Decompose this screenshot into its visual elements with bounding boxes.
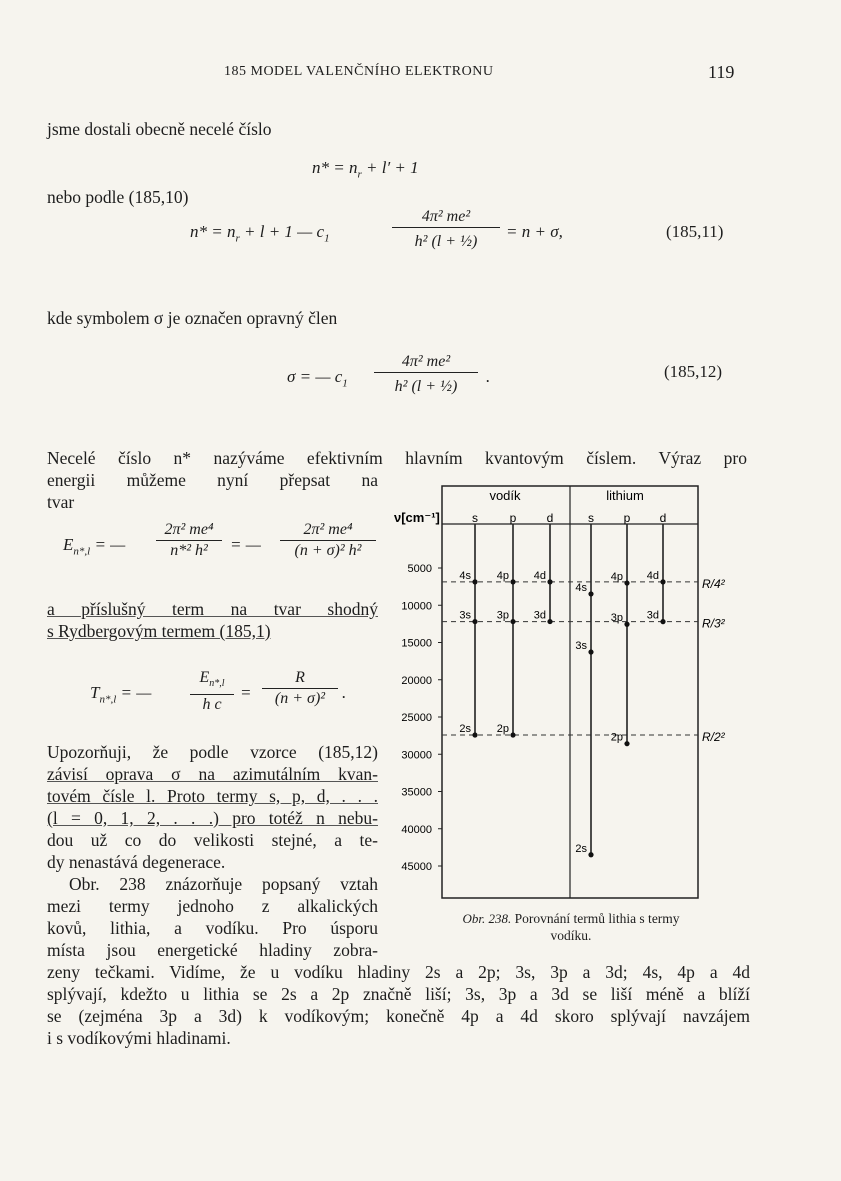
equation-energy-fraction-1: 2π² me⁴ n*² h²: [156, 520, 222, 561]
level-dot: [547, 579, 552, 584]
level-dot: [588, 852, 593, 857]
level-label: 4d: [533, 569, 546, 582]
level-label: 3s: [459, 609, 471, 622]
level-dot: [510, 619, 515, 624]
level-dot: [472, 579, 477, 584]
level-dot: [472, 732, 477, 737]
level-label: 4s: [575, 581, 587, 594]
y-tick-label: 35000: [401, 786, 432, 799]
equation-185-11-lhs: $n* = n_r + l + 1$ — $c_1$: [190, 222, 330, 245]
y-tick-label: 25000: [401, 712, 432, 724]
equation-energy-fraction-2: 2π² me⁴ (n + σ)² h²: [280, 520, 376, 561]
obr-paragraph: Obr. 238 znázorňuje popsaný vztah mezi termy jednoho z alkalických kovů, lithia, a vodíku. Pro úsporu místa jsou energetické hladiny zobra-: [47, 874, 378, 960]
level-label: 2p: [496, 723, 509, 736]
level-label: 3d: [646, 609, 659, 622]
level-label: 3d: [533, 609, 546, 622]
level-dot: [472, 619, 477, 624]
header-lithium: lithium: [606, 488, 644, 503]
reference-line-label: R/2²: [702, 730, 725, 745]
y-tick-label: 45000: [401, 861, 432, 873]
column-header-p-lithium: p: [623, 511, 631, 525]
column-header-p-hydrogen: p: [509, 511, 517, 525]
equation-term-fraction-2: R (n + σ)²: [262, 668, 338, 709]
level-label: 4d: [646, 569, 659, 582]
level-dot: [624, 622, 629, 627]
level-label: 4s: [459, 569, 471, 582]
level-label: 2p: [610, 731, 623, 744]
y-tick-label: 10000: [401, 600, 432, 613]
level-dot: [588, 649, 593, 654]
energy-level-figure: [382, 480, 752, 905]
equation-185-12-fraction: 4π² me² h² (l + ½): [374, 352, 478, 397]
level-dot: [624, 741, 629, 746]
equation-185-11-fraction: 4π² me² h² (l + ½): [392, 207, 500, 252]
y-tick-label: 30000: [401, 749, 432, 762]
equation-185-11-rhs: = n + σ,: [506, 222, 563, 241]
equation-term-lhs: $T_{n*,l}$ = —: [90, 683, 152, 706]
energy-paragraph: energii můžeme nyní přepsat na tvar: [47, 470, 378, 512]
level-label: 2s: [575, 842, 587, 855]
header-hydrogen: vodík: [489, 488, 521, 503]
equation-term-eq2: =: [240, 683, 252, 702]
intro-line: jsme dostali obecně necelé číslo: [47, 119, 272, 139]
equation-term-fraction-1: $E_{n*,l}$ h c: [190, 668, 234, 715]
level-label: 2s: [459, 723, 471, 736]
y-tick-label: 40000: [401, 823, 432, 836]
level-dot: [624, 580, 629, 585]
level-dot: [660, 579, 665, 584]
level-label: 3p: [610, 612, 623, 625]
y-tick-label: 5000: [407, 563, 432, 575]
equation-185-12-dot: .: [486, 367, 491, 386]
reference-line-label: R/4²: [702, 576, 725, 591]
level-label: 4p: [496, 569, 509, 582]
equation-energy-eq2: = —: [230, 535, 261, 554]
equation-number-185-11: (185,11): [666, 222, 724, 241]
level-dot: [547, 619, 552, 624]
reference-line-label: R/3²: [702, 616, 725, 631]
level-label: 4p: [610, 571, 623, 584]
level-dot: [510, 579, 515, 584]
equation-energy-lhs: $E_{n*,l}$ = —: [63, 535, 126, 558]
axis-label: ν[cm⁻¹]: [394, 510, 440, 525]
upozornuji-paragraph: Upozorňuji, že podle vzorce (185,12) závisí oprava σ na azimutálním kvan- tovém čísle l. Proto termy s, p, d, . . . (l = 0, 1, 2, . . .) pro totéž n nebu- dou už co do velikosti stejné, a te- dy nenastává degenerace.: [47, 742, 378, 872]
level-dot: [510, 732, 515, 737]
term-paragraph: a příslušný term na tvar shodný s Rydbergovým termem (185,1): [47, 599, 378, 641]
equation-nstar: $n* = n_r + l' + 1$: [312, 158, 419, 181]
level-dot: [588, 591, 593, 596]
equation-185-12-lhs: σ = — $c_1$: [287, 367, 348, 390]
column-header-s-hydrogen: s: [472, 511, 478, 525]
column-header-d-lithium: d: [659, 511, 667, 525]
final-paragraph: zeny tečkami. Vidíme, že u vodíku hladiny 2s a 2p; 3s, 3p a 3d; 4s, 4p a 4d splývají, kdežto u lithia se 2s a 2p značně liší; 3s, 3p a 3d se liší méně a blíží se (zejména 3p a 3d) k vodíkovým; konečně 4p a 4d skoro splývají navzájem i s vodíkovými hladinami.: [47, 962, 750, 1048]
level-dot: [660, 619, 665, 624]
figure-caption: Obr. 238. Porovnání termů lithia s termy vodíku.: [462, 911, 680, 943]
via-line: nebo podle (185,10): [47, 187, 189, 207]
page-number: 119: [708, 62, 735, 82]
y-tick-label: 15000: [401, 637, 432, 650]
necele-line: Necelé číslo n* nazýváme efektivním hlavním kvantovým číslem. Výraz pro: [47, 448, 747, 468]
equation-term-dot: .: [342, 683, 347, 702]
level-label: 3s: [575, 640, 587, 653]
running-header: 185 MODEL VALENČNÍHO ELEKTRONU: [224, 64, 494, 79]
symbol-line: kde symbolem σ je označen opravný člen: [47, 308, 338, 328]
level-label: 3p: [496, 609, 509, 622]
column-header-d-hydrogen: d: [546, 511, 554, 525]
y-tick-label: 20000: [401, 674, 432, 687]
equation-number-185-12: (185,12): [664, 362, 723, 381]
column-header-s-lithium: s: [588, 511, 594, 525]
